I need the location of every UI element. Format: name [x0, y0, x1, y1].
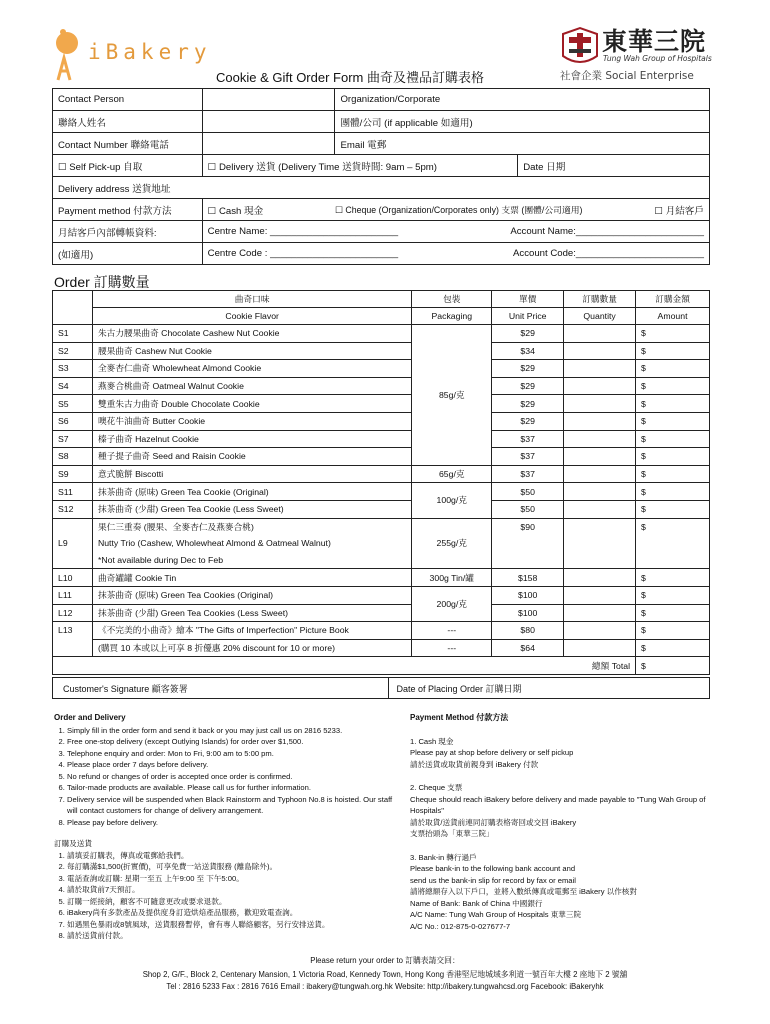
table-row [53, 325, 710, 343]
note-item: 8. Please pay before delivery. [67, 817, 404, 829]
amount-cell: $ [636, 325, 710, 343]
quantity-field[interactable] [564, 342, 636, 360]
header-price-cn: 單價 [492, 291, 564, 308]
quantity-field[interactable] [564, 395, 636, 413]
table-row [53, 586, 710, 604]
unit-price: $37 [492, 465, 564, 483]
account-code-field[interactable]: Account Code:________________________ [513, 248, 704, 259]
amount-cell: $ [636, 639, 710, 657]
date-label: Date 日期 [518, 155, 710, 177]
note-item-cn: 8. 請於送貨前付款。 [67, 930, 404, 942]
note-item-cn: 4. 請於取貨前7天預訂。 [67, 884, 404, 896]
header-qty-cn: 訂購數量 [564, 291, 636, 308]
amount-cell: $ [636, 518, 710, 569]
header-qty-en: Quantity [564, 308, 636, 325]
item-code: L10 [53, 569, 93, 587]
quantity-field[interactable] [564, 412, 636, 430]
cheque-cn-1: 請於取貨/送貨前連同訂購表格寄回或交回 iBakery [410, 817, 577, 827]
cn-notes-title: 訂購及送貨 [54, 839, 92, 848]
contact-number-field[interactable] [202, 133, 335, 155]
account-name: A/C Name: Tung Wah Group of Hospitals 東華三院 [410, 910, 582, 919]
cheque-cn-2: 支票抬頭為「東華三院」 [410, 829, 494, 838]
quantity-field[interactable] [564, 430, 636, 448]
bankin-en-1: Please bank-in to the following bank account and [410, 864, 576, 873]
table-row [53, 360, 710, 378]
social-enterprise-label: 社會企業 Social Enterprise [560, 70, 694, 82]
table-row [53, 604, 710, 622]
cheque-en: Cheque should reach iBakery before delivery and made payable to "Tung Wah Group of Hospitals" [410, 794, 706, 815]
amount-cell: $ [636, 360, 710, 378]
centre-code-field[interactable]: Centre Code : ________________________ [207, 248, 399, 259]
contact-table [52, 88, 710, 265]
footer-return: Please return your order to 訂購表請交回： [310, 956, 460, 965]
item-code: L12 [53, 604, 93, 622]
unit-price: $29 [492, 377, 564, 395]
note-item: 4. Please place order 7 days before delivery. [67, 759, 404, 771]
quantity-field[interactable] [564, 360, 636, 378]
amount-cell: $ [636, 412, 710, 430]
unit-price: $29 [492, 360, 564, 378]
table-row [53, 500, 710, 518]
unit-price: $50 [492, 500, 564, 518]
header-packaging-en: Packaging [412, 308, 492, 325]
quantity-field[interactable] [564, 465, 636, 483]
item-name-cn: 果仁三重奏 (腰果、全麥杏仁及燕麥合桃) [92, 518, 411, 535]
order-delivery-title: Order and Delivery [54, 713, 126, 722]
packaging-cell: 100g/克 [412, 483, 492, 518]
unit-price: $100 [492, 604, 564, 622]
header-flavor-cn: 曲奇口味 [92, 291, 411, 308]
item-code: L13 [53, 622, 93, 657]
bank-name: Name of Bank: Bank of China 中國銀行 [410, 898, 543, 908]
amount-cell: $ [636, 604, 710, 622]
note-item: 6. Tailor-made products are available. Please call us for further information. [67, 782, 404, 794]
header-flavor-en: Cookie Flavor [92, 308, 411, 325]
item-name: 抹茶曲奇 (原味) Green Tea Cookies (Original) [92, 586, 411, 604]
note-item-cn: 5. 訂購一經接納，顧客不可隨意更改或要求退款。 [67, 896, 404, 908]
if-applicable-label: (如適用) [53, 243, 203, 265]
payment-title: Payment Method 付款方法 [410, 713, 509, 722]
monthly-info-label: 月結客戶內部轉帳資料: [53, 221, 203, 243]
self-pickup-checkbox[interactable]: ☐ Self Pick-up 自取 [53, 155, 203, 177]
table-row [53, 448, 710, 466]
item-code: S6 [53, 412, 93, 430]
amount-cell: $ [636, 395, 710, 413]
unit-price: $37 [492, 430, 564, 448]
monthly-checkbox[interactable]: ☐ 月結客戶 [654, 205, 704, 217]
item-name: (購買 10 本或以上可享 8 折優惠 20% discount for 10 or more) [92, 639, 411, 657]
note-item: 5. No refund or changes of order is accepted once order is confirmed. [67, 771, 404, 783]
amount-cell: $ [636, 448, 710, 466]
item-name: 雙重朱古力曲奇 Double Chocolate Cookie [92, 395, 411, 413]
partner-name-en: Tung Wah Group of Hospitals [603, 54, 712, 63]
email-label: Email 電郵 [335, 133, 710, 155]
note-item: 1. Simply fill in the order form and send it back or you may just call us on 2816 5233. [67, 725, 404, 737]
note-item-cn: 2. 每訂購滿$1,500(折實價)，可享免費一站送貨服務 (離島除外)。 [67, 861, 404, 873]
unit-price: $29 [492, 395, 564, 413]
item-code: S5 [53, 395, 93, 413]
unit-price: $50 [492, 483, 564, 501]
contact-number-label: Contact Number 聯絡電話 [53, 133, 203, 155]
item-name: 噢花牛油曲奇 Butter Cookie [92, 412, 411, 430]
payment-method-label: Payment method 付款方法 [53, 199, 203, 221]
unit-price: $64 [492, 639, 564, 657]
amount-cell: $ [636, 483, 710, 501]
unit-price: $80 [492, 622, 564, 640]
quantity-field[interactable] [564, 448, 636, 466]
item-name: 意式脆餅 Biscotti [92, 465, 411, 483]
quantity-field[interactable] [564, 518, 636, 569]
item-name: 腰果曲奇 Cashew Nut Cookie [92, 342, 411, 360]
unit-price: $37 [492, 448, 564, 466]
total-amount: $ [636, 657, 710, 675]
note-item: 7. Delivery service will be suspended when Black Rainstorm and Typhoon No.8 is hoisted. Our staff will contact customers for change of delivery arrangement. [67, 794, 404, 817]
table-row [53, 639, 710, 657]
order-date-field[interactable]: Date of Placing Order 訂購日期 [388, 678, 710, 699]
item-code: S8 [53, 448, 93, 466]
account-number: A/C No.: 012-875-0-027677-7 [410, 921, 511, 931]
cash-en: Please pay at shop before delivery or self pickup [410, 748, 574, 757]
logo-text: iBakery [88, 40, 212, 64]
note-item: 2. Free one-stop delivery (except Outlying Islands) for order over $1,500. [67, 736, 404, 748]
amount-cell: $ [636, 377, 710, 395]
contact-person-label: Contact Person [53, 89, 203, 111]
signature-table [52, 677, 710, 699]
item-code: S1 [53, 325, 93, 343]
form-title: Cookie & Gift Order Form 曲奇及禮品訂購表格 [216, 70, 484, 85]
table-row [53, 569, 710, 587]
cash-checkbox[interactable]: ☐ Cash 現金 [207, 205, 264, 217]
order-heading: Order 訂購數量 [54, 274, 150, 290]
note-item: 3. Telephone enquiry and order: Mon to Fri, 9:00 am to 5:00 pm. [67, 748, 404, 760]
item-name-en: Nutty Trio (Cashew, Wholewheat Almond & Oatmeal Walnut) [92, 535, 411, 552]
unit-price: $34 [492, 342, 564, 360]
cash-title: 1. Cash 現金 [410, 736, 454, 746]
quantity-field[interactable] [564, 377, 636, 395]
amount-cell: $ [636, 465, 710, 483]
packaging-cell: --- [412, 622, 492, 640]
unit-price: $100 [492, 586, 564, 604]
item-code: S7 [53, 430, 93, 448]
total-label: 總額 Total [53, 657, 636, 675]
unit-price: $29 [492, 412, 564, 430]
table-row [53, 483, 710, 501]
table-row [53, 395, 710, 413]
signature-field[interactable]: Customer's Signature 顧客簽署 [53, 678, 389, 699]
unit-price: $90 [492, 518, 564, 569]
quantity-field[interactable] [564, 604, 636, 622]
cheque-title: 2. Cheque 支票 [410, 783, 463, 792]
organization-label-cn: 團體/公司 (if applicable 如適用) [335, 111, 710, 133]
item-name: 抹茶曲奇 (少甜) Green Tea Cookies (Less Sweet) [92, 604, 411, 622]
contact-person-field-2[interactable] [202, 111, 335, 133]
header-amount-en: Amount [636, 308, 710, 325]
cash-cn: 請於送貨或取貨前親身到 iBakery 付款 [410, 759, 539, 769]
packaging-cell: 65g/克 [412, 465, 492, 483]
delivery-address-label[interactable]: Delivery address 送貨地址 [53, 177, 710, 199]
unit-price: $29 [492, 325, 564, 343]
item-name: 抹茶曲奇 (原味) Green Tea Cookie (Original) [92, 483, 411, 501]
payment-method-notes [410, 712, 710, 932]
item-name: 燕麥合桃曲奇 Oatmeal Walnut Cookie [92, 377, 411, 395]
partner-name-cn: 東華三院 [602, 27, 707, 56]
item-code: S2 [53, 342, 93, 360]
item-code: S4 [53, 377, 93, 395]
amount-cell: $ [636, 622, 710, 640]
item-code: S9 [53, 465, 93, 483]
bankin-en-2: send us the bank-in slip for record by fax or email [410, 875, 576, 885]
delivery-checkbox[interactable]: ☐ Delivery 送貨 (Delivery Time 送貨時間: 9am – 5pm) [202, 155, 518, 177]
item-name: 榛子曲奇 Hazelnut Cookie [92, 430, 411, 448]
packaging-cell: 200g/克 [412, 586, 492, 621]
amount-cell: $ [636, 586, 710, 604]
table-row [53, 518, 710, 535]
item-code: L11 [53, 586, 93, 604]
header-amount-cn: 訂購金額 [636, 291, 710, 308]
unit-price: $158 [492, 569, 564, 587]
packaging-cell: 255g/克 [412, 518, 492, 569]
table-row [53, 430, 710, 448]
order-delivery-notes [54, 712, 404, 942]
item-name: 抹茶曲奇 (少甜) Green Tea Cookie (Less Sweet) [92, 500, 411, 518]
amount-cell: $ [636, 342, 710, 360]
table-row [53, 622, 710, 640]
item-name: 《不完美的小曲奇》繪本 "The Gifts of Imperfection" Picture Book [92, 622, 411, 640]
organization-label: Organization/Corporate [335, 89, 710, 111]
amount-cell: $ [636, 569, 710, 587]
table-row [53, 377, 710, 395]
quantity-field[interactable] [564, 622, 636, 640]
item-name: 曲奇罐罐 Cookie Tin [92, 569, 411, 587]
quantity-field[interactable] [564, 569, 636, 587]
note-item-cn: 3. 電話查詢或訂購: 星期一至五 上午9:00 至 下午5:00。 [67, 873, 404, 885]
table-row [53, 465, 710, 483]
item-name: 全麥杏仁曲奇 Wholewheat Almond Cookie [92, 360, 411, 378]
header-packaging-cn: 包裝 [412, 291, 492, 308]
contact-person-field[interactable] [202, 89, 335, 111]
table-row [53, 342, 710, 360]
contact-person-label-cn: 聯絡人姓名 [53, 111, 203, 133]
centre-name-field[interactable]: Centre Name: ________________________ [207, 226, 399, 237]
note-item-cn: 1. 請填妥訂購表，傳真或電郵給我們。 [67, 850, 404, 862]
item-name: 朱古力腰果曲奇 Chocolate Cashew Nut Cookie [92, 325, 411, 343]
total-row [53, 657, 710, 675]
header-price-en: Unit Price [492, 308, 564, 325]
bankin-cn: 請將總額存入以下戶口，並將入數紙傳真或電郵至 iBakery 以作核對 [410, 887, 637, 896]
packaging-cell: 300g Tin/罐 [412, 569, 492, 587]
item-code: L9 [53, 518, 93, 569]
table-row [53, 412, 710, 430]
packaging-cell: --- [412, 639, 492, 657]
footer-address: Shop 2, G/F., Block 2, Centenary Mansion, 1 Victoria Road, Kennedy Town, Hong Kong 香港堅尼地城域多利道一號百年大樓 2 座地下 2 號舖 [142, 970, 628, 979]
order-table [52, 290, 710, 675]
amount-cell: $ [636, 430, 710, 448]
quantity-field[interactable] [564, 325, 636, 343]
bankin-title: 3. Bank-in 轉行過戶 [410, 852, 477, 862]
item-code: S12 [53, 500, 93, 518]
packaging-cell: 85g/克 [412, 325, 492, 466]
note-item-cn: 7. 如遇黑色暴雨或8號風球，送貨服務暫停，會有專人聯絡顧客，另行安排送貨。 [67, 919, 404, 931]
amount-cell: $ [636, 500, 710, 518]
quantity-field[interactable] [564, 639, 636, 657]
item-name: 種子提子曲奇 Seed and Raisin Cookie [92, 448, 411, 466]
cheque-checkbox[interactable]: ☐ Cheque (Organization/Corporates only) 支票 (團體/公司適用) [335, 204, 583, 215]
item-code: S11 [53, 483, 93, 501]
footer-contacts: Tel : 2816 5233 Fax : 2816 7616 Email : ibakery@tungwah.org.hk Website: http://ibakery.tungwahcsd.org Facebook: iBakeryhk [166, 982, 604, 991]
item-code: S3 [53, 360, 93, 378]
availability-note: *Not available during Dec to Feb [92, 552, 411, 569]
note-item-cn: 6. iBakery尚有多款產品及提供度身訂造烘焙產品服務，歡迎致電查詢。 [67, 907, 404, 919]
quantity-field[interactable] [564, 483, 636, 501]
account-name-field[interactable]: Account Name:________________________ [510, 226, 704, 237]
quantity-field[interactable] [564, 586, 636, 604]
quantity-field[interactable] [564, 500, 636, 518]
